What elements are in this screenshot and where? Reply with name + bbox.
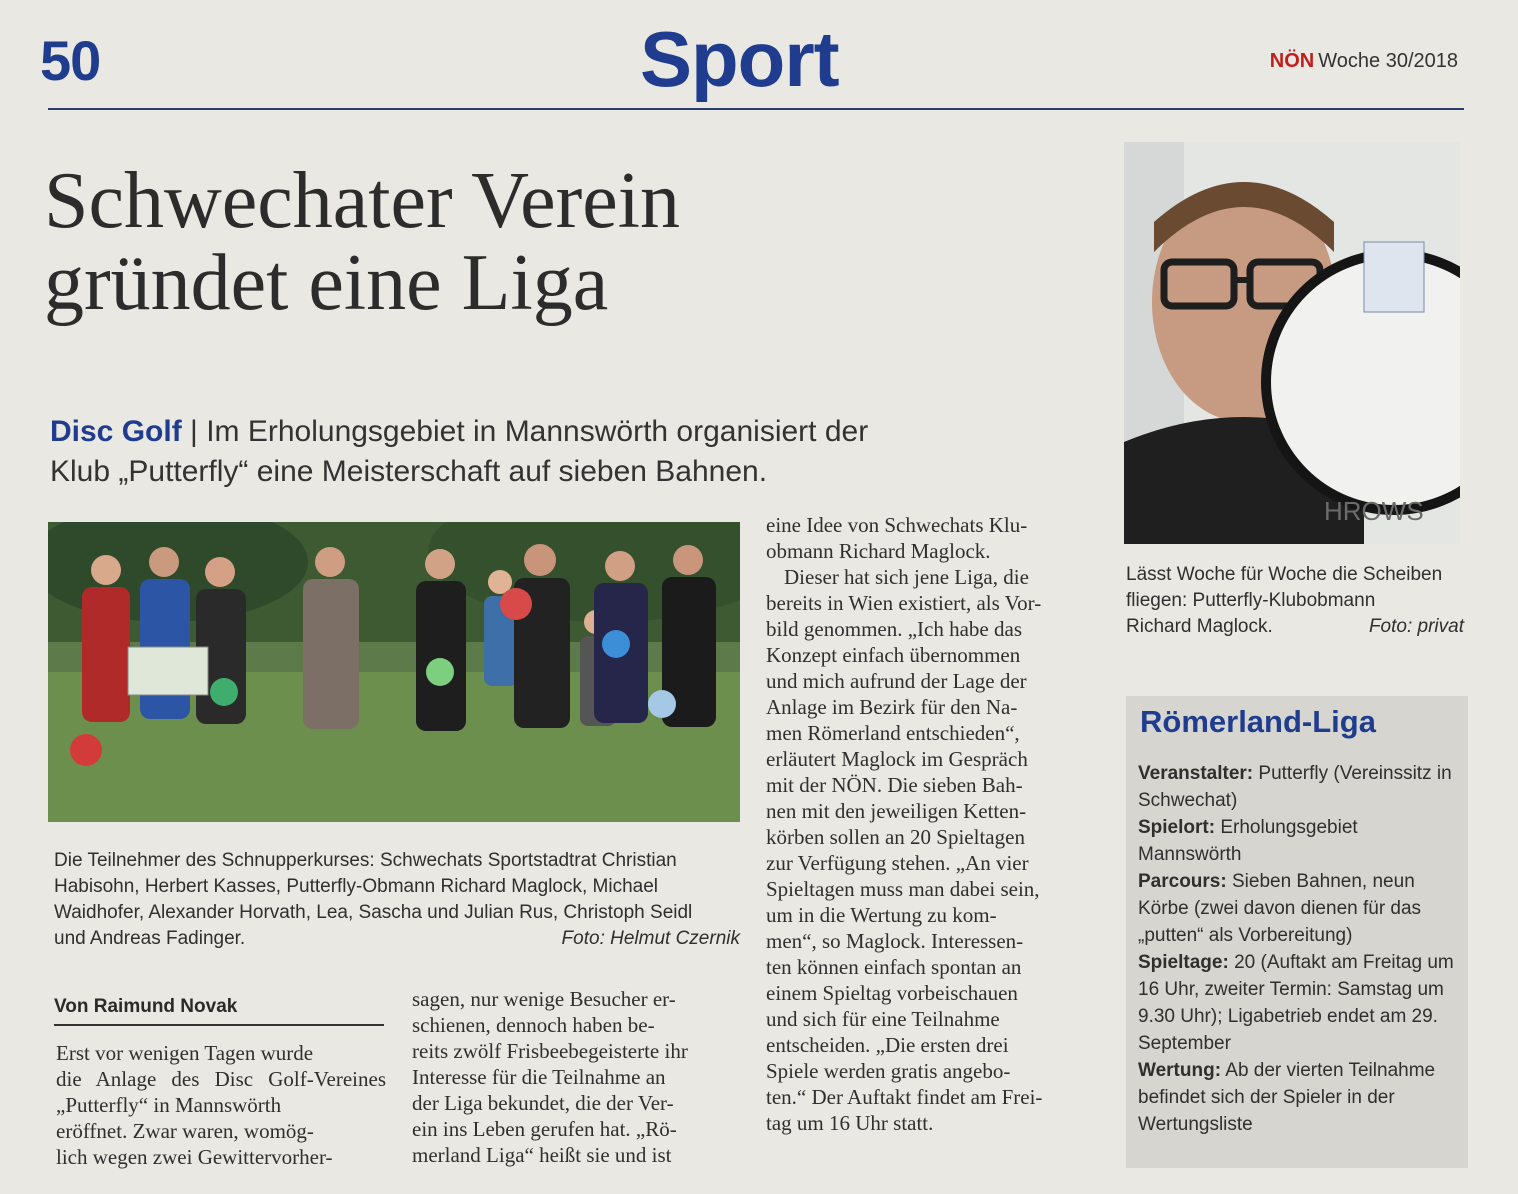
- kicker: Disc Golf: [50, 415, 182, 448]
- text-line: eine Idee von Schwechats Klu-: [766, 513, 1028, 537]
- caption-line: Habisohn, Herbert Kasses, Putterfly-Obmann Richard Maglock, Michael: [54, 876, 659, 897]
- caption-line: Richard Maglock.: [1126, 616, 1273, 637]
- text-line: men Römerland entschieden“,: [766, 721, 1020, 745]
- subheadline: [50, 412, 1110, 492]
- caption-line: Die Teilnehmer des Schnupperkurses: Schwechats Sportstadtrat Christian: [54, 850, 677, 871]
- info-label: Veranstalter:: [1138, 763, 1254, 784]
- info-text: Erholungsgebiet Mannswörth: [1138, 817, 1358, 865]
- caption-line: und Andreas Fadinger.: [54, 928, 246, 949]
- kicker-separator: |: [190, 415, 198, 448]
- text-line: bild genommen. „Ich habe das: [766, 617, 1022, 641]
- text-line: Konzept einfach übernommen: [766, 643, 1021, 667]
- text-line: der Liga bekundet, die der Ver-: [412, 1091, 674, 1115]
- group-photo: [48, 522, 740, 822]
- article-column-2: [412, 986, 742, 1168]
- section-title: Sport: [640, 15, 839, 103]
- text-line: ten.“ Der Auftakt findet am Frei-: [766, 1085, 1043, 1109]
- text-line: lich wegen zwei Gewittervorher-: [56, 1145, 333, 1169]
- info-label: Wertung:: [1138, 1060, 1222, 1081]
- publication-info: [1270, 50, 1458, 73]
- text-line: Spieltagen muss man dabei sein,: [766, 877, 1040, 901]
- page-number: 50: [40, 29, 101, 92]
- info-text: Sieben Bahnen, neun Körbe (zwei davon dienen für das „putten“ als Vorbereitung): [1138, 871, 1422, 946]
- info-box-title: Römerland-Liga: [1140, 704, 1376, 739]
- text-line: eröffnet. Zwar waren, womög-: [56, 1119, 314, 1143]
- text-line: Interesse für die Teilnahme an: [412, 1065, 666, 1089]
- info-text: Putterfly (Vereinssitz in Schwechat): [1138, 763, 1452, 811]
- info-text: 20 (Auftakt am Freitag um 16 Uhr, zweiter Termin: Samstag um 9.30 Uhr); Ligabetrieb endet am 29. September: [1138, 952, 1454, 1054]
- text-line: mit der NÖN. Die sieben Bah-: [766, 773, 1023, 797]
- subhead-line: Im Erholungsgebiet in Mannswörth organisiert der: [206, 415, 869, 448]
- headline-line: gründet eine Liga: [44, 239, 609, 327]
- text-line: sagen, nur wenige Besucher er-: [412, 987, 676, 1011]
- text-line: körben sollen an 20 Spieltagen: [766, 825, 1025, 849]
- portrait-photo: [1124, 142, 1460, 544]
- text-line: obmann Richard Maglock.: [766, 539, 991, 563]
- text-line: entscheiden. „Die ersten drei: [766, 1033, 1009, 1057]
- headline-line: Schwechater Verein: [44, 157, 681, 245]
- header-rule: [48, 108, 1464, 110]
- text-line: bereits in Wien existiert, als Vor-: [766, 591, 1042, 615]
- text-line: schienen, dennoch haben be-: [412, 1013, 655, 1037]
- text-line: einem Spieltag vorbeischauen: [766, 981, 1018, 1005]
- text-line: nen mit den jeweiligen Ketten-: [766, 799, 1027, 823]
- text-line: Spiele werden gratis angebo-: [766, 1059, 1011, 1083]
- text-line: reits zwölf Frisbeebegeisterte ihr: [412, 1039, 688, 1063]
- text-line: zur Verfügung stehen. „An vier: [766, 851, 1029, 875]
- photo-credit: Foto: Helmut Czernik: [561, 928, 740, 949]
- text-line: und mich aufrund der Lage der: [766, 669, 1027, 693]
- caption-line: Lässt Woche für Woche die Scheiben: [1126, 564, 1443, 585]
- headline: [44, 157, 1104, 327]
- info-label: Spielort:: [1138, 817, 1216, 838]
- subhead-line: Klub „Putterfly“ eine Meisterschaft auf sieben Bahnen.: [50, 455, 768, 488]
- info-label: Spieltage:: [1138, 952, 1229, 973]
- text-line: und sich für eine Teilnahme: [766, 1007, 1000, 1031]
- text-line: die Anlage des Disc Golf-Vereines „Putterfly“ in Mannswörth: [56, 1067, 386, 1117]
- caption-line: Waidhofer, Alexander Horvath, Lea, Sascha und Julian Rus, Christoph Seidl: [54, 902, 693, 923]
- text-line: ein ins Leben gerufen hat. „Rö-: [412, 1117, 677, 1141]
- text-line: Dieser hat sich jene Liga, die: [784, 565, 1029, 589]
- info-label: Parcours:: [1138, 871, 1227, 892]
- info-text: Ab der vierten Teilnahme befindet sich der Spieler in der Wertungsliste: [1138, 1060, 1436, 1135]
- text-line: Anlage im Bezirk für den Na-: [766, 695, 1018, 719]
- text-line: Erst vor wenigen Tagen wurde: [56, 1041, 314, 1065]
- text-line: ten können einfach spontan an: [766, 955, 1022, 979]
- article-column-1: [56, 1040, 386, 1170]
- byline: Von Raimund Novak: [54, 996, 384, 1026]
- text-line: erläutert Maglock im Gespräch: [766, 747, 1028, 771]
- issue-label: Woche 30/2018: [1318, 50, 1458, 72]
- info-box-body: [1138, 760, 1456, 1138]
- text-line: tag um 16 Uhr statt.: [766, 1111, 934, 1135]
- info-item: [1138, 868, 1456, 949]
- shirt-print: HROWS: [1324, 496, 1424, 526]
- publication-brand: NÖN: [1269, 50, 1315, 72]
- photo-credit: Foto: privat: [1368, 616, 1464, 637]
- portrait-caption: [1126, 562, 1464, 640]
- photo-caption: [54, 848, 740, 952]
- info-item: [1138, 814, 1456, 868]
- text-line: men“, so Maglock. Interessen-: [766, 929, 1024, 953]
- info-item: [1138, 760, 1456, 814]
- info-item: [1138, 1057, 1456, 1138]
- text-line: um in die Wertung zu kom-: [766, 903, 997, 927]
- text-line: merland Liga“ heißt sie und ist: [412, 1143, 672, 1167]
- article-column-3: [766, 512, 1096, 1136]
- caption-line: fliegen: Putterfly-Klubobmann: [1126, 590, 1376, 611]
- info-item: [1138, 949, 1456, 1057]
